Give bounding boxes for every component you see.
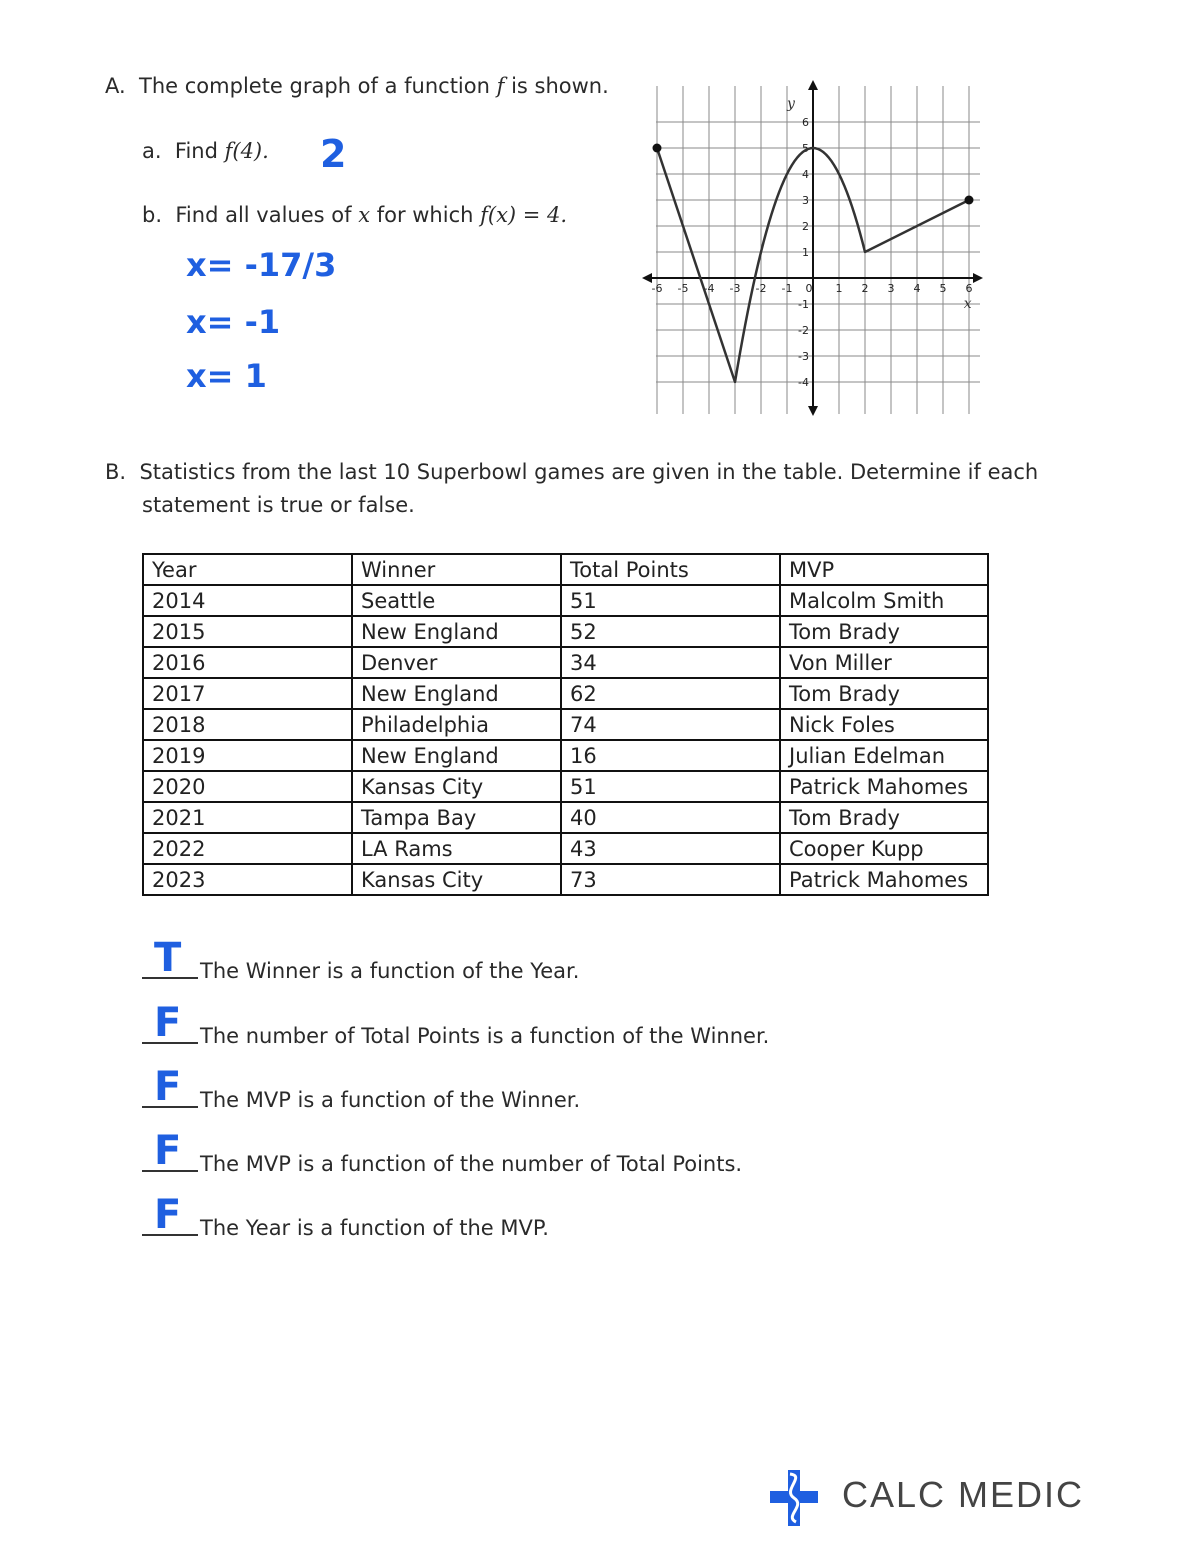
table-cell: LA Rams: [352, 833, 561, 864]
table-cell: 2014: [143, 585, 352, 616]
table-cell: New England: [352, 740, 561, 771]
answer-b-3: x= 1: [186, 357, 267, 395]
handwritten-answer: F: [154, 1064, 182, 1110]
x-tick-label: -5: [677, 282, 689, 295]
superbowl-table-body: [143, 554, 988, 895]
x-tick-label: 5: [939, 282, 947, 295]
graph-grid: [656, 86, 980, 414]
statement-row: [142, 1192, 1042, 1242]
table-row: [143, 771, 988, 802]
table-row: [143, 678, 988, 709]
statement-text: The Winner is a function of the Year.: [200, 959, 580, 983]
table-cell: 2016: [143, 647, 352, 678]
table-cell: 43: [561, 833, 780, 864]
table-cell: Tom Brady: [780, 802, 988, 833]
x-tick-label: -3: [729, 282, 741, 295]
table-header-cell: MVP: [780, 554, 988, 585]
table-cell: 2023: [143, 864, 352, 895]
statement-text: The MVP is a function of the Winner.: [200, 1088, 581, 1112]
table-row: [143, 802, 988, 833]
table-cell: Patrick Mahomes: [780, 771, 988, 802]
table-cell: Julian Edelman: [780, 740, 988, 771]
x-tick-label: 3: [887, 282, 895, 295]
table-cell: 34: [561, 647, 780, 678]
table-cell: Tom Brady: [780, 678, 988, 709]
x-tick-label: -4: [703, 282, 715, 295]
table-row: [143, 616, 988, 647]
table-cell: 2018: [143, 709, 352, 740]
y-axis-label: y: [787, 96, 795, 112]
table-cell: Kansas City: [352, 864, 561, 895]
table-cell: 2015: [143, 616, 352, 647]
handwritten-answer: F: [154, 1192, 182, 1238]
answer-a-handwritten: 2: [320, 132, 347, 176]
table-cell: 51: [561, 771, 780, 802]
calc-medic-logo-icon: [770, 1470, 830, 1526]
table-cell: Tampa Bay: [352, 802, 561, 833]
table-row: [143, 833, 988, 864]
function-graph: [640, 78, 990, 423]
y-tick-label: 4: [802, 168, 809, 181]
statement-row: [142, 1064, 1042, 1114]
handwritten-answer: F: [154, 1000, 182, 1046]
table-header-cell: Total Points: [561, 554, 780, 585]
table-cell: 2021: [143, 802, 352, 833]
table-cell: Nick Foles: [780, 709, 988, 740]
table-cell: Malcolm Smith: [780, 585, 988, 616]
answer-b-2: x= -1: [186, 303, 281, 341]
table-cell: 40: [561, 802, 780, 833]
answer-b-1: x= -17/3: [186, 246, 337, 284]
part-b-prompt-line2: statement is true or false.: [142, 493, 415, 517]
x-axis-arrow-right: [973, 273, 983, 283]
table-cell: Von Miller: [780, 647, 988, 678]
y-tick-label: -3: [798, 350, 809, 363]
table-cell: 2017: [143, 678, 352, 709]
x-tick-label: -2: [755, 282, 767, 295]
x-tick-label: -1: [781, 282, 793, 295]
superbowl-table: [142, 553, 989, 896]
y-tick-label: 1: [802, 246, 809, 259]
table-cell: Tom Brady: [780, 616, 988, 647]
x-tick-label: 6: [965, 282, 973, 295]
table-cell: 2019: [143, 740, 352, 771]
table-cell: 52: [561, 616, 780, 647]
table-cell: Cooper Kupp: [780, 833, 988, 864]
statement-text: The MVP is a function of the number of Total Points.: [200, 1152, 743, 1176]
table-row: [143, 647, 988, 678]
table-row: [143, 740, 988, 771]
table-cell: Denver: [352, 647, 561, 678]
y-axis-arrow-up: [808, 80, 818, 90]
y-tick-label: 5: [802, 142, 809, 155]
table-cell: Kansas City: [352, 771, 561, 802]
y-axis-arrow-down: [808, 406, 818, 416]
table-cell: Seattle: [352, 585, 561, 616]
x-tick-label: 4: [913, 282, 921, 295]
table-cell: 51: [561, 585, 780, 616]
table-row: [143, 709, 988, 740]
x-tick-label: 0: [805, 282, 813, 295]
table-cell: 2022: [143, 833, 352, 864]
table-cell: 62: [561, 678, 780, 709]
statement-row: [142, 1000, 1042, 1050]
y-tick-label: -1: [798, 298, 809, 311]
y-tick-label: 3: [802, 194, 809, 207]
x-axis-label: x: [963, 296, 972, 312]
table-cell: New England: [352, 616, 561, 647]
y-tick-label: 2: [802, 220, 809, 233]
statement-text: The Year is a function of the MVP.: [200, 1216, 549, 1240]
handwritten-answer: F: [154, 1128, 182, 1174]
table-header-row: [143, 554, 988, 585]
part-a-question-b: b. Find all values of x for which f(x) = 4.: [142, 203, 568, 227]
statement-row: [142, 935, 1042, 985]
statement-text: The number of Total Points is a function of the Winner.: [200, 1024, 770, 1048]
table-header-cell: Year: [143, 554, 352, 585]
y-tick-label: 6: [802, 116, 809, 129]
handwritten-answer: T: [154, 935, 182, 981]
part-a-prompt: A. The complete graph of a function f is shown.: [105, 74, 609, 98]
table-cell: New England: [352, 678, 561, 709]
table-header-cell: Winner: [352, 554, 561, 585]
table-cell: 16: [561, 740, 780, 771]
table-cell: 2020: [143, 771, 352, 802]
graph-axes: [642, 80, 983, 416]
closed-endpoint: [653, 144, 662, 153]
y-tick-label: -4: [798, 376, 809, 389]
x-tick-label: -6: [651, 282, 663, 295]
x-axis-arrow-left: [642, 273, 652, 283]
x-tick-label: 2: [861, 282, 869, 295]
table-cell: 73: [561, 864, 780, 895]
closed-endpoint: [965, 196, 974, 205]
brand-name: CALC MEDIC: [842, 1474, 1085, 1515]
table-row: [143, 585, 988, 616]
y-tick-label: -2: [798, 324, 809, 337]
table-cell: Patrick Mahomes: [780, 864, 988, 895]
table-cell: Philadelphia: [352, 709, 561, 740]
table-row: [143, 864, 988, 895]
part-b-prompt: B. Statistics from the last 10 Superbowl games are given in the table. Determine if each: [105, 460, 1039, 484]
part-a-question-a: a. Find f(4).: [142, 139, 269, 163]
x-tick-label: 1: [835, 282, 843, 295]
statement-row: [142, 1128, 1042, 1178]
table-cell: 74: [561, 709, 780, 740]
